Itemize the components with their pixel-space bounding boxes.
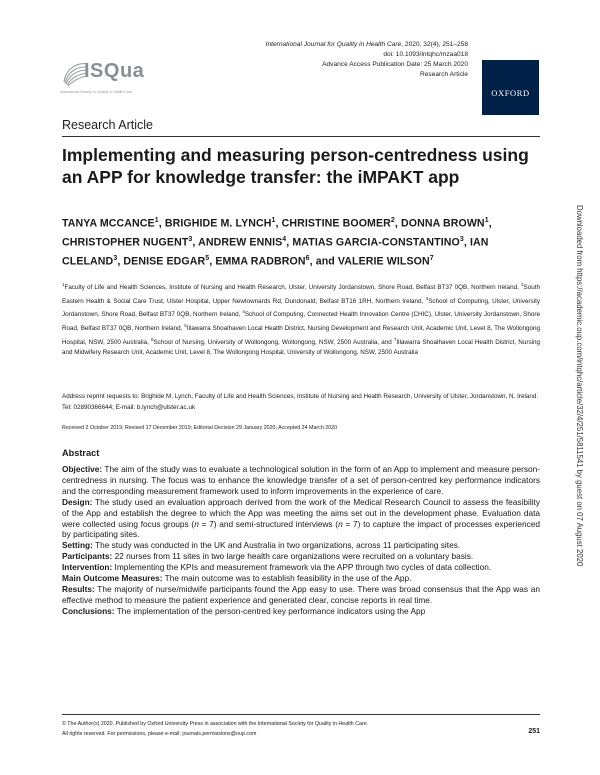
affiliation-mark: 5 [184,323,187,329]
abstract-participants: Participants: 22 nurses from 11 sites in two large health care organizations were recruited on a voluntary basis. [62,551,474,562]
author-affiliation-mark: 1 [154,217,159,224]
author-name: EMMA RADBRON [215,255,306,268]
author-affiliation-mark: 3 [459,236,464,244]
affiliation-text: Faculty of Life and Health Sciences, Institute of Nursing and Health Research, Ulster, University Jordanstown, Shore Road, Belfast BT37 0QB, Northern Ireland, [64,284,522,292]
affiliation-text: School of Computing, Ulster, University Jordanstown, Shore Road, Belfast BT37 0QB, Northern Ireland, [62,297,540,319]
abstract-intervention: Intervention: Implementing the KPIs and measurement framework via the APP through two cycles of data collection. [62,562,492,573]
doi[interactable]: doi: 10.1093/intqhc/mzaa018 [383,51,468,58]
affiliation-text: South Eastern Health & Social Care Trust, Ulster Hospital, Upper Newtownards Rd, Dundonald, Belfast BT16 1RH, Northern Ireland, [62,284,540,305]
author-affiliation-mark: 3 [113,255,118,263]
author-affiliation-mark: 2 [390,217,395,224]
author-affiliation-mark: 6 [305,255,310,263]
author-name: CHRISTINE BOOMER [281,217,391,230]
abstract-heading: Abstract [62,448,100,458]
abstract-setting: Setting: The study was conducted in the UK and Australia in two organizations, across 11 participating sites. [62,540,461,551]
copyright-footer [62,719,502,739]
advance-access-date: Advance Access Publication Date: 25 March 2020 [322,61,468,68]
section-label: Research Article [62,118,154,132]
download-watermark [573,205,584,745]
affiliation-mark: 7 [393,336,397,342]
author-name: MATIAS GARCIA-CONSTANTINO [292,236,460,249]
author-affiliation-mark: 3 [188,236,193,244]
page-number: 251 [528,728,540,735]
isqua-wordmark: ISQua [84,60,145,82]
footer-rule [62,714,540,715]
abstract-design: Design: The study used an evaluation approach derived from the work of the Medical Research Council to assess the feasibility of the App and establish the degree to which the App was meeting the aims set out in the development phase. Evaluation data were collected using focus groups (n = 7) and semi-structured interviews (n = 7) to capture the impact of processes experienced by participating sites. [62,496,540,540]
abstract-outcome: Main Outcome Measures: The main outcome was to establish feasibility in the use of the App. [62,573,412,584]
abstract [62,448,540,617]
abstract-objective: Objective: The aim of the study was to evaluate a technological solution in the form of an App to implement and measure person-centredness in nursing. The focus was to enhance the knowledge transfer of a set of person-centred key performance indicators and the corresponding measurement framework used to inform improvements in the experience of care. [62,464,540,496]
affiliation-text: School of Nursing, University of Wollongong, Wollongong, NSW, 2500 Australia, and [153,338,394,346]
article-type: Research Article [419,71,468,78]
author-name: IAN CLELAND [62,236,489,268]
isqua-logo [60,56,156,96]
affiliations [62,280,540,359]
author-name: TANYA MCCANCE [62,217,155,230]
author-name: DONNA BROWN [401,217,485,230]
article-title: Implementing and measuring person-centredness using an APP for knowledge transfer: the iMPAKT app [62,145,529,187]
author-name: BRIGHIDE M. LYNCH [164,217,272,230]
author-affiliation-mark: 1 [484,217,489,224]
journal-header [266,40,468,80]
affiliation-text: Illawarra Shoalhaven Local Health District, Nursing and Midwifery Research Unit, Academic Unit, Level 8, The Wollongong Hospital, University of Wollongong, NSW, 2500 Australia [62,338,540,357]
affiliation-text: School of Computing, Connected Health Innovation Centre (CHIC), Ulster, University Jordanstown, Shore Road, Belfast BT37 0QB, Northern Ireland, [62,311,540,333]
affiliation-text: Illawarra Shoalhaven Local Health District, Nursing Development and Research Unit, Academic Unit, Level 8, The Wollongong Hospital, NSW, 2500 Australia, [62,325,540,346]
author-affiliation-mark: 7 [429,255,434,263]
copyright-line: © The Author(s) 2020. Published by Oxford University Press in association with the International Society for Quality in Health Care. [62,721,369,727]
received-dates: Received 2 October 2019; Revised 17 December 2019; Editorial Decision 29 January 2020; Accepted 24 March 2020 [62,425,338,431]
journal-citation: International Journal for Quality in Health Care, 2020, 32(4), 251–258 [265,41,468,48]
author-affiliation-mark: 1 [271,217,276,224]
reprint-address: Address reprint requests to: Brighide M. Lynch, Faculty of Life and Health Sciences, Institute of Nursing and Health Research, University of Ulster, Jordanstown, N. Ireland. Tel: 02890366644; E-mail: b.lynch@ulster.ac.uk [62,393,539,411]
author-name: ANDREW ENNIS [198,236,283,249]
download-note-text: Downloaded from https://academic.oup.com/intqhc/article/32/4/251/5811541 by guest on 07 August 2020 [575,205,584,567]
author-name: CHRISTOPHER NUGENT [62,236,189,249]
author-list: TANYA MCCANCE$^1$, BRIGHIDE M. LYNCH$^1$, CHRISTINE BOOMER$^2$, DONNA BROWN$^1$, CHRISTOPHER NUGENT$^3$, ANDREW ENNIS$^4$, MATIAS GARCIA-CONSTANTINO$^3$, IAN CLELAND$^3$, DENISE EDGAR$^5$, EMMA RADBRON$^6$, and VALERIE WILSON$^7$ [62,217,492,268]
author-affiliation-mark: 5 [205,255,210,263]
isqua-tagline: International Society for Quality in Health Care [60,90,132,94]
author-name: VALERIE WILSON [337,255,430,268]
permissions-line: All rights reserved. For permissions, please e-mail: journals.permissions@oup.com [62,731,257,737]
affiliation-mark: 6 [150,336,154,342]
abstract-conclusions: Conclusions: The implementation of the person-centred key performance indicators using the App [62,605,426,616]
abstract-results: Results: The majority of nurse/midwife participants found the App easy to use. There was broad consensus that the App was an effective method to measure the patient experience and generated clear, concise reports in real time. [62,583,540,605]
oxford-wordmark: OXFORD [491,88,530,98]
author-name: DENISE EDGAR [123,255,206,268]
affiliation-mark: 2 [521,282,524,287]
affiliation-mark: 3 [425,295,429,301]
affiliation-mark: 1 [62,282,65,287]
title-rule [62,136,540,137]
author-affiliation-mark: 4 [282,236,287,244]
oxford-logo [482,60,539,115]
affiliation-mark: 4 [242,309,245,315]
